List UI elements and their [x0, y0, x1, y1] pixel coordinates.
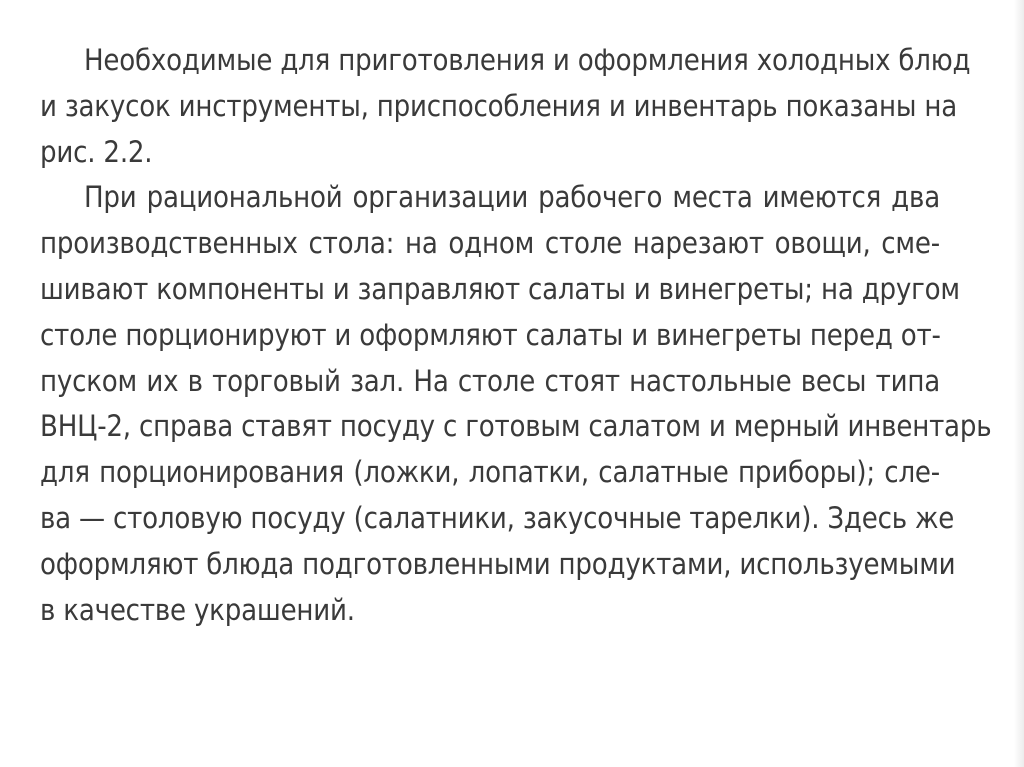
- paragraph: [40, 175, 992, 633]
- text-line: При рациональной организации рабочего места имеются два: [84, 180, 940, 215]
- slide-edge-shadow: [1014, 0, 1024, 767]
- text-line: Необходимые для приготовления и оформления холодных блюд: [84, 43, 971, 77]
- paragraph: [40, 38, 971, 175]
- text-line: ВНЦ-2, справа ставят посуду с готовым салатом и мерный инвентарь: [40, 409, 992, 444]
- document-body: [40, 38, 992, 633]
- text-line: в качестве украшений.: [40, 592, 355, 627]
- text-line: ва — столовую посуду (салатники, закусочные тарелки). Здесь же: [40, 500, 955, 535]
- text-line: рис. 2.2.: [40, 134, 153, 169]
- text-line: производственных стола: на одном столе нарезают овощи, сме-: [40, 226, 940, 261]
- text-line: и закусок инструменты, приспособления и инвентарь показаны на: [40, 88, 958, 123]
- text-line: оформляют блюда подготовленными продуктами, используемыми: [40, 546, 956, 581]
- text-line: пуском их в торговый зал. На столе стоят настольные весы типа: [40, 363, 940, 398]
- text-line: шивают компоненты и заправляют салаты и винегреты; на другом: [40, 271, 960, 306]
- text-line: для порционирования (ложки, лопатки, салатные приборы); сле-: [40, 455, 940, 490]
- text-line: столе порционируют и оформляют салаты и винегреты перед от-: [40, 317, 941, 352]
